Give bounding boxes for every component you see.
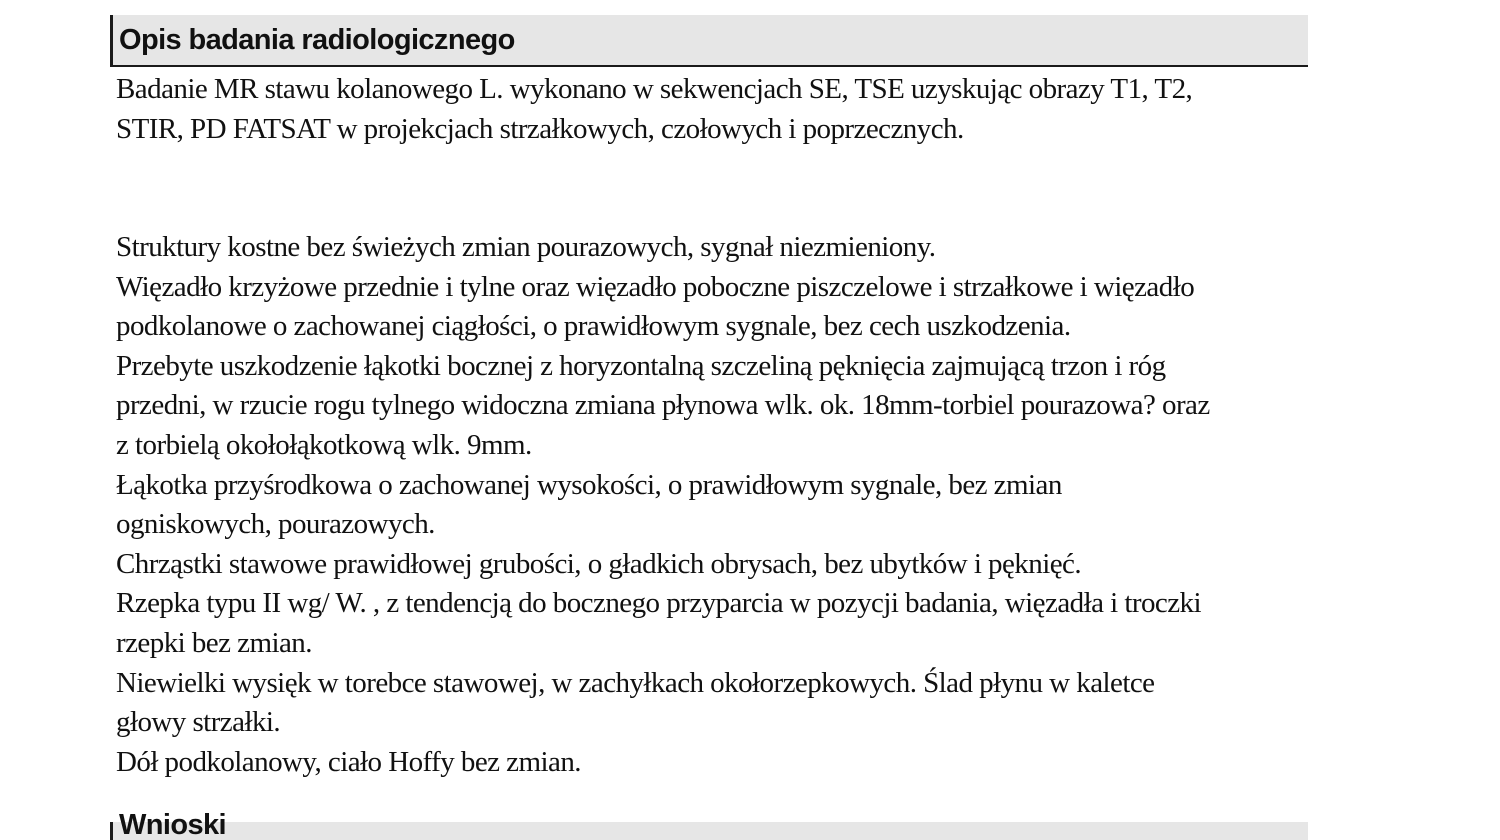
text-line: z torbielą okołołąkotkową wlk. 9mm. [116,428,532,461]
text-line: Łąkotka przyśrodkowa o zachowanej wysokości, o prawidłowym sygnale, bez zmian [116,468,1062,501]
text-line: ogniskowych, pourazowych. [116,508,435,541]
text-line: głowy strzałki. [116,706,281,739]
text-line: Niewielki wysięk w torebce stawowej, w zachyłkach okołorzepkowych. Ślad płynu w kaletce [116,666,1155,699]
section-header [110,15,1308,67]
text-line: Badanie MR stawu kolanowego L. wykonano w sekwencjach SE, TSE uzyskując obrazy T1, T2, [116,73,1193,105]
text-line: Więzadło krzyżowe przednie i tylne oraz więzadło poboczne piszczelowe i strzałkowe i więzadło [116,270,1195,303]
text-line: rzepki bez zmian. [116,626,312,659]
text-line: Chrząstki stawowe prawidłowej grubości, o gładkich obrysach, bez ubytków i pęknięć. [116,547,1082,580]
text-line: podkolanowe o zachowanej ciągłości, o prawidłowym sygnale, bez cech uszkodzenia. [116,310,1071,343]
text-line: Rzepka typu II wg/ W. , z tendencją do bocznego przyparcia w pozycji badania, więzadła i troczki [116,587,1201,620]
text-line: Struktury kostne bez świeżych zmian pourazowych, sygnał niezmieniony. [116,231,936,263]
text-line: Dół podkolanowy, ciało Hoffy bez zmian. [116,745,581,778]
next-section-title: Wnioski [119,809,226,840]
text-line: przedni, w rzucie rogu tylnego widoczna zmiana płynowa wlk. ok. 18mm-torbiel pourazowa? oraz [116,389,1210,422]
section-title: Opis badania radiologicznego [119,24,515,56]
text-line: STIR, PD FATSAT w projekcjach strzałkowych, czołowych i poprzecznych. [116,112,964,145]
exam-technique-paragraph [116,70,1316,149]
findings-paragraph [116,228,1316,782]
next-section-header [110,809,1308,840]
text-line: Przebyte uszkodzenie łąkotki bocznej z horyzontalną szczeliną pęknięcia zajmującą trzon i róg [116,349,1166,382]
